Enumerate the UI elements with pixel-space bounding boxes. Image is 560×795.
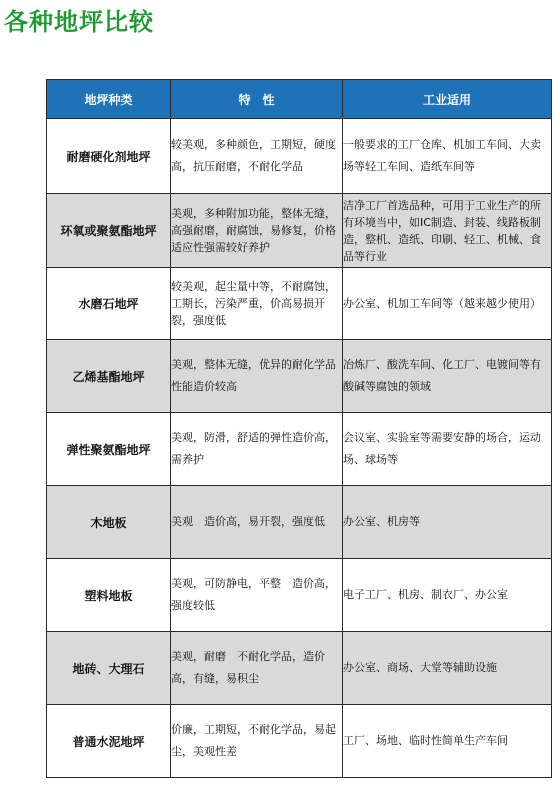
row-type: 地砖、大理石 <box>47 632 171 705</box>
table-header-row <box>47 80 552 119</box>
row-usage: 冶炼厂、酸洗车间、化工厂、电镀间等有酸碱等腐蚀的领域 <box>343 340 552 413</box>
table-row <box>47 486 552 559</box>
table-row <box>47 413 552 486</box>
row-features: 美观 造价高，易开裂，强度低 <box>171 486 343 559</box>
header-floor-type: 地坪种类 <box>47 80 171 119</box>
row-usage: 电子工厂、机房、制衣厂、办公室 <box>343 559 552 632</box>
table-row <box>47 340 552 413</box>
row-usage: 会议室、实验室等需要安静的场合，运动场、球场等 <box>343 413 552 486</box>
row-features: 美观，耐磨 不耐化学品，造价高，有缝，易积尘 <box>171 632 343 705</box>
row-type: 弹性聚氨酯地坪 <box>47 413 171 486</box>
row-features: 美观，防滑，舒适的弹性造价高，需养护 <box>171 413 343 486</box>
table-row <box>47 632 552 705</box>
page-title: 各种地坪比较 <box>4 8 154 36</box>
row-features: 美观，可防静电，平整 造价高，强度较低 <box>171 559 343 632</box>
row-type: 环氧或聚氨酯地坪 <box>47 194 171 268</box>
row-type: 普通水泥地坪 <box>47 705 171 778</box>
row-usage: 办公室、机加工车间等（越来越少使用） <box>343 268 552 340</box>
row-features: 价廉，工期短，不耐化学品，易起尘，美观性差 <box>171 705 343 778</box>
row-features: 美观，多种附加功能，整体无缝，高强耐磨，耐腐蚀，易修复，价格适应性强需较好养护 <box>171 194 343 268</box>
row-usage: 办公室、机房等 <box>343 486 552 559</box>
table-row <box>47 119 552 194</box>
row-features: 美观，整体无缝，优异的耐化学品性能造价较高 <box>171 340 343 413</box>
row-type: 水磨石地坪 <box>47 268 171 340</box>
header-industrial-use: 工业适用 <box>343 80 552 119</box>
row-type: 木地板 <box>47 486 171 559</box>
row-type: 乙烯基酯地坪 <box>47 340 171 413</box>
row-features: 较美观，起尘量中等，不耐腐蚀，工期长，污染严重，价高易损开裂，强度低 <box>171 268 343 340</box>
row-usage: 工厂、场地、临时性简单生产车间 <box>343 705 552 778</box>
table-row <box>47 559 552 632</box>
header-features: 特 性 <box>171 80 343 119</box>
table-row <box>47 268 552 340</box>
table-row <box>47 705 552 778</box>
row-type: 塑料地板 <box>47 559 171 632</box>
comparison-table <box>46 79 552 778</box>
table-row <box>47 194 552 268</box>
row-usage: 洁净工厂首选品种，可用于工业生产的所有环境当中，如IC制造、封装、线路板制造，整机、造纸、印刷、轻工、机械、食品等行业 <box>343 194 552 268</box>
row-usage: 一般要求的工厂仓库、机加工车间、大卖场等轻工车间、造纸车间等 <box>343 119 552 194</box>
row-usage: 办公室、商场、大堂等辅助设施 <box>343 632 552 705</box>
row-type: 耐磨硬化剂地坪 <box>47 119 171 194</box>
row-features: 较美观，多种颜色，工期短，硬度高，抗压耐磨，不耐化学品 <box>171 119 343 194</box>
